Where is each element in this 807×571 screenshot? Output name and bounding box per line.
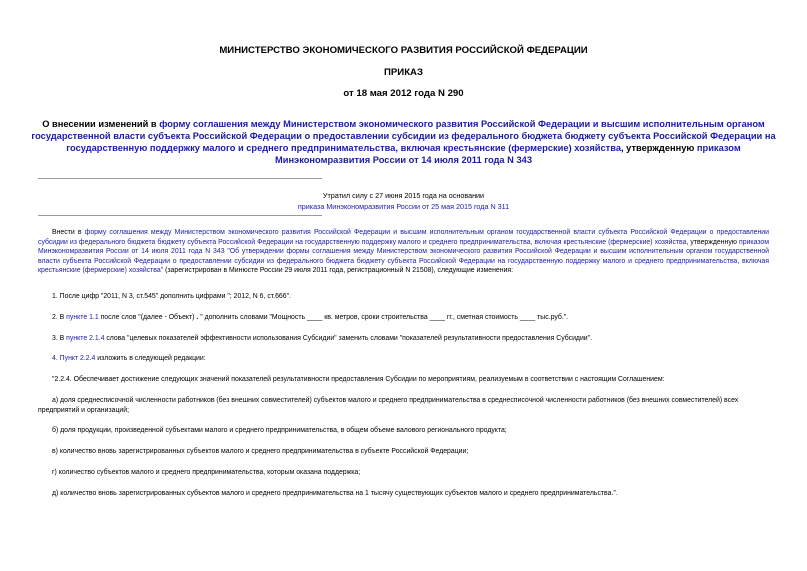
order-heading: ПРИКАЗ	[384, 67, 423, 78]
title-link-order[interactable]: приказом Минэкономразвития России от 14 июля 2011 года N 343	[274, 143, 741, 165]
title-text-pre: О внесении изменений в	[42, 119, 160, 129]
item-4-pre: 4.	[52, 355, 60, 362]
item-1: 1. После цифр "2011, N 3, ст.545" дополнить цифрами "; 2012, N 6, ст.666".	[52, 293, 291, 300]
item-2-link[interactable]: пункте 1.1	[66, 314, 99, 321]
intro-paragraph	[38, 228, 769, 276]
intro-link-order[interactable]: приказом Минэкономразвития России от 14 июля 2011 года N 343 "Об утверждении формы соглашения между Министерством экономического развития Российской Федерации и высшим исполнительным органом государственной власти субъекта Российской Федерации о предоставлении субсидии из федерального бюджета бюджету субъекта Российской Федерации на государственную поддержку малого и среднего предпринимательства, включая крестьянские (фермерские) хозяйства"	[38, 238, 769, 275]
item-3-pre: 3. В	[52, 335, 67, 342]
intro-text-1: Внести в	[52, 229, 85, 236]
order-date: от 18 мая 2012 года N 290	[343, 88, 464, 99]
quote-b: б) доля продукции, произведенной субъектами малого и среднего предпринимательства, в общем объеме валового регионального продукта;	[52, 427, 507, 434]
item-4	[52, 354, 769, 364]
quote-a: а) доля среднесписочной численности работников (без внешних совместителей) субъектов малого и среднего предпринимательства в среднесписочной численности работников (без внешних совместителей) всех предприятий и организаций;	[38, 397, 739, 414]
item-2: 2. В пункте 1.1 после слов "(далее - Объект) . " дополнить словами "Мощность ____ кв. метров, сроки строительства ____ гг., сметная стоимость ____ тыс.руб.".	[52, 314, 569, 321]
quote-intro: "2.2.4. Обеспечивает достижение следующих значений показателей результативности предоставления Субсидии по мероприятиям, реализуемым в соответствии с настоящим Соглашением:	[52, 376, 665, 383]
title-text-mid: , утвержденную	[621, 143, 697, 153]
bottom-divider	[38, 215, 322, 216]
quote-d: г) количество субъектов малого и среднего предпринимательства, которым оказана поддержка;	[52, 469, 361, 476]
document-title	[30, 118, 777, 166]
item-4-post: изложить в следующей редакции:	[95, 355, 206, 362]
item-2-post: после слов "(далее - Объект)	[98, 314, 195, 321]
item-4-link[interactable]: Пункт 2.2.4	[59, 355, 96, 362]
lost-force-note	[0, 190, 807, 212]
item-2-pre: 2. В	[52, 314, 67, 321]
top-divider	[38, 178, 322, 179]
item-3-link[interactable]: пункте 2.1.4	[66, 335, 105, 342]
item-3	[52, 334, 769, 344]
quote-c: в) количество вновь зарегистрированных субъектов малого и среднего предпринимательства в субъекте Российской Федерации;	[52, 448, 469, 455]
quote-e: д) количество вновь зарегистрированных субъектов малого и среднего предпринимательства на 1 тысячу существующих субъектов малого и среднего предпринимательства.".	[52, 490, 618, 497]
item-3-post: слова "целевых показателей эффективности использования Субсидии" заменить словами "показателей результативности предоставления Субсидии".	[104, 335, 593, 342]
item-2-post2: " дополнить словами "Мощность ____ кв. метров, сроки строительства ____ гг., сметная стоимость ____ тыс.руб.".	[200, 314, 569, 321]
title-link-form[interactable]: форму соглашения между Министерством экономического развития Российской Федерации и высшим исполнительным органом государственной власти субъекта Российской Федерации о предоставлении субсидии из федерального бюджета бюджету субъекта Российской Федерации на государственную поддержку малого и среднего предпринимательства, включая крестьянские (фермерские) хозяйства	[31, 119, 776, 153]
lost-force-link[interactable]: приказа Минэкономразвития России от 25 мая 2015 года N 311	[297, 202, 510, 211]
intro-text-2: , утвержденную	[686, 238, 739, 246]
lost-force-text: Утратил силу с 27 июня 2015 года на основании	[322, 191, 485, 200]
intro-link-form[interactable]: форму соглашения между Министерством экономического развития Российской Федерации и высшим исполнительным органом государственной власти субъекта Российской Федерации о предоставлении субсидии из федерального бюджета бюджету субъекта Российской Федерации на государственную поддержку малого и среднего предпринимательства, включая крестьянские (фермерские) хозяйства	[38, 229, 769, 246]
ministry-heading: МИНИСТЕРСТВО ЭКОНОМИЧЕСКОГО РАЗВИТИЯ РОССИЙСКОЙ ФЕДЕРАЦИИ	[219, 45, 588, 56]
intro-text-3: (зарегистрирован в Минюсте России 29 июля 2011 года, регистрационный N 21508), следующие изменения:	[163, 267, 514, 275]
